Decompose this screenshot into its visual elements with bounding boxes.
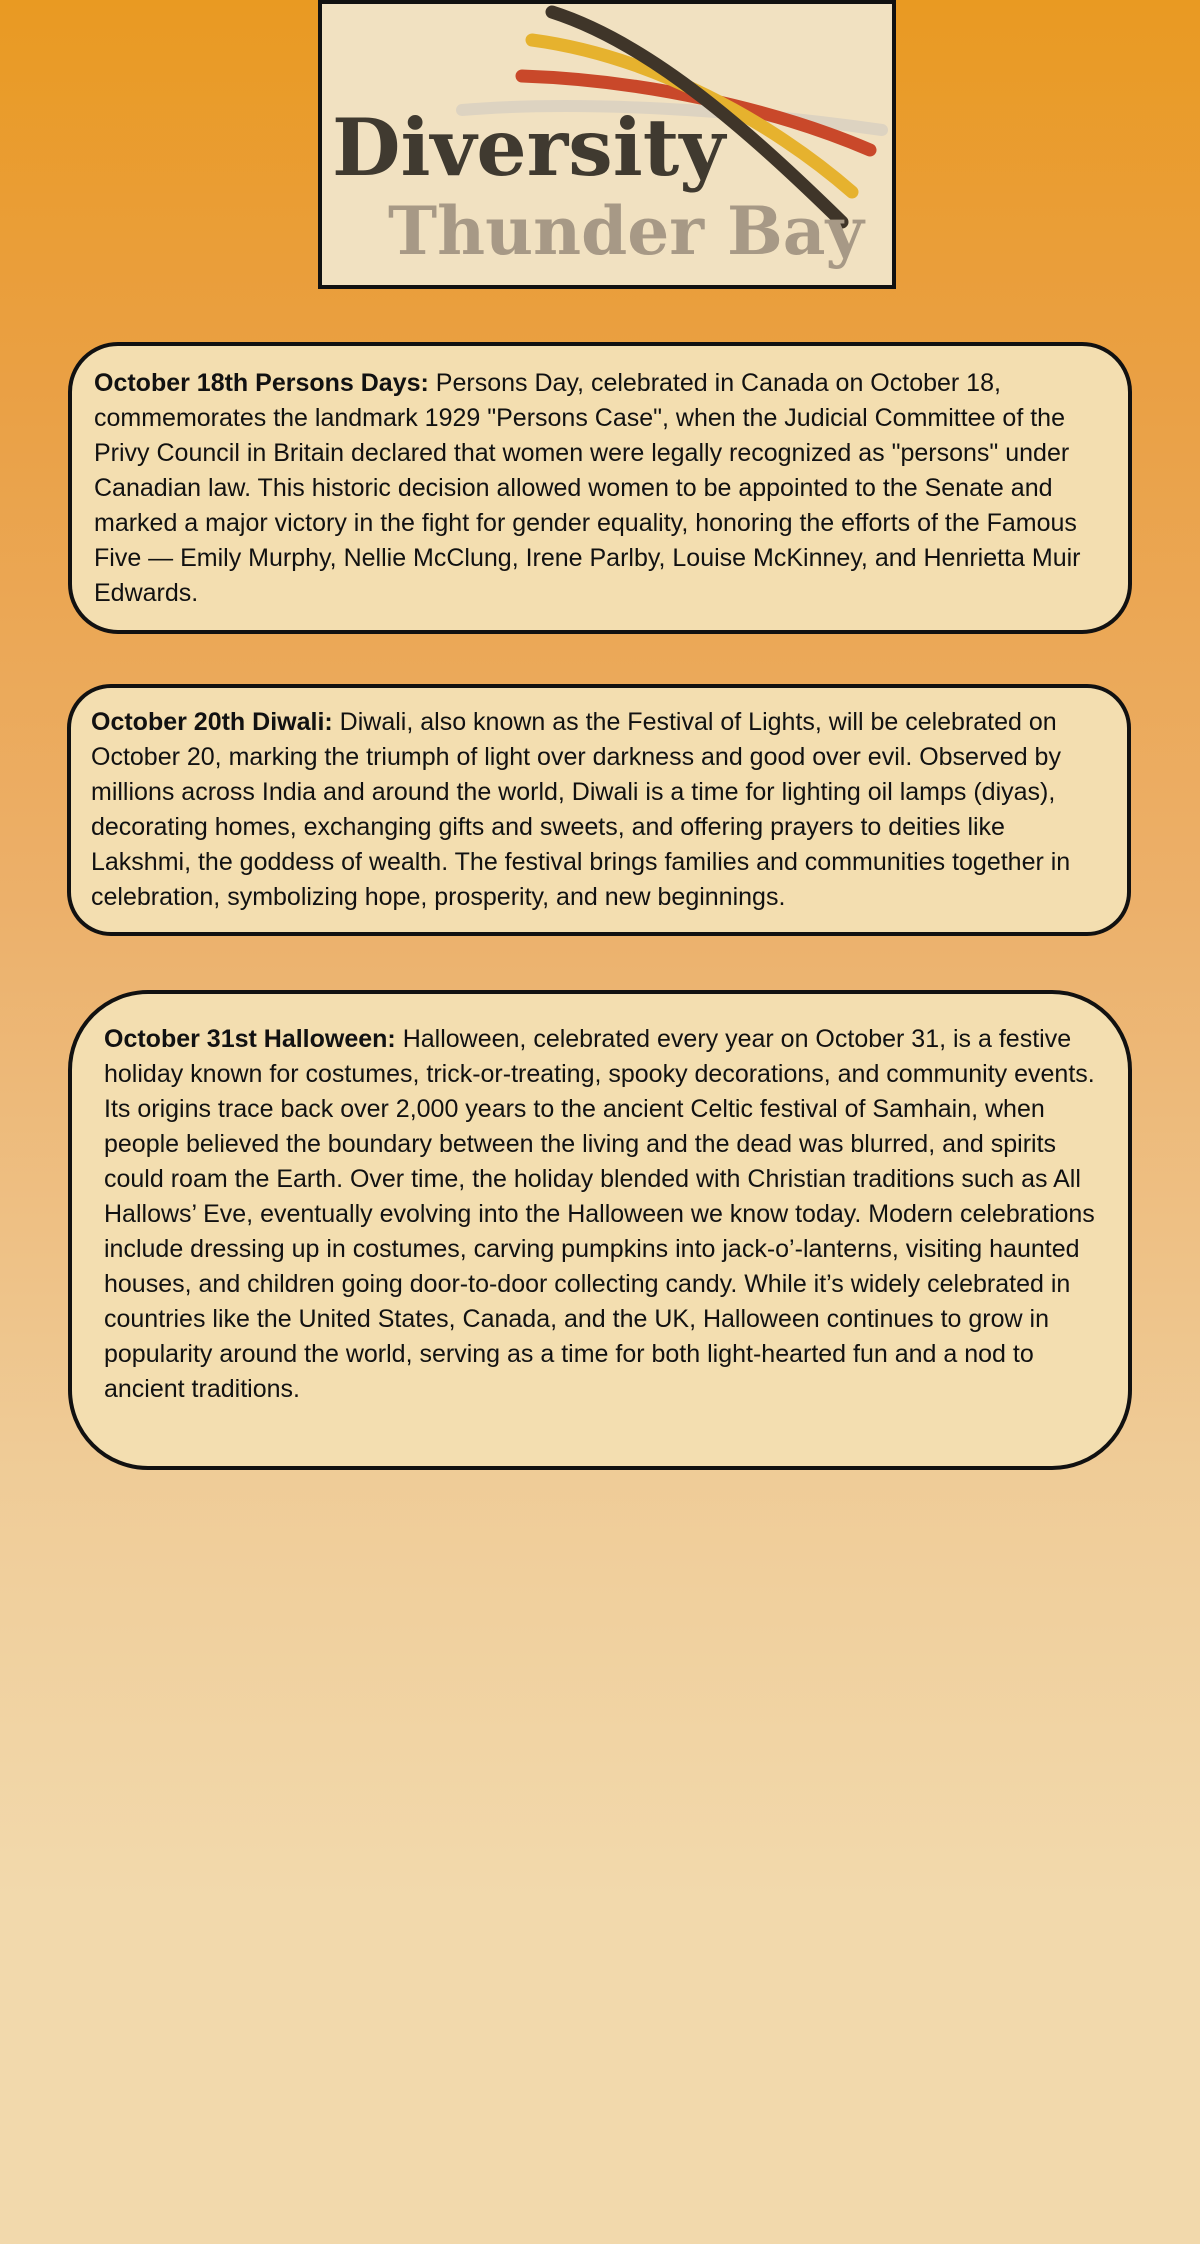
event-description [91,705,1109,915]
diversity-thunder-bay-logo [318,0,896,289]
event-card-halloween [68,990,1132,1470]
event-heading: October 18th Persons Days: [94,369,429,397]
logo-text-diversity: Diversity [332,101,726,194]
event-heading: October 31st Halloween: [104,1025,396,1053]
event-body-text: Halloween, celebrated every year on October 31, is a festive holiday known for costumes, trick-or-treating, spooky decorations, and community events. Its origins trace back over 2,000 years to the ancient Celtic festival of Samhain, when people believed the boundary between the living and the dead was blurred, and spirits could roam the Earth. Over time, the holiday blended with Christian traditions such as All Hallows’ Eve, eventually evolving into the Halloween we know today. Modern celebrations include dressing up in costumes, carving pumpkins into jack-o’-lanterns, visiting haunted houses, and children going door-to-door collecting candy. While it’s widely celebrated in countries like the United States, Canada, and the UK, Halloween continues to grow in popularity around the world, serving as a time for both light-hearted fun and a nod to ancient traditions. [104,1025,1095,1403]
event-description [94,366,1110,611]
event-body-text: Persons Day, celebrated in Canada on October 18, commemorates the landmark 1929 "Persons Case", when the Judicial Committee of the Privy Council in Britain declared that women were legally recognized as "persons" under Canadian law. This historic decision allowed women to be appointed to the Senate and marked a major victory in the fight for gender equality, honoring the efforts of the Famous Five — Emily Murphy, Nellie McClung, Irene Parlby, Louise McKinney, and Henrietta Muir Edwards. [94,369,1081,607]
event-heading: October 20th Diwali: [91,708,333,736]
event-card-persons-day [68,342,1132,634]
event-card-diwali [67,684,1131,936]
event-body-text: Diwali, also known as the Festival of Lights, will be celebrated on October 20, marking the triumph of light over darkness and good over evil. Observed by millions across India and around the world, Diwali is a time for lighting oil lamps (diyas), decorating homes, exchanging gifts and sweets, and offering prayers to deities like Lakshmi, the goddess of wealth. The festival brings families and communities together in celebration, symbolizing hope, prosperity, and new beginnings. [91,708,1071,911]
event-description [104,1022,1098,1407]
logo-text-thunder-bay: Thunder Bay [388,192,864,270]
